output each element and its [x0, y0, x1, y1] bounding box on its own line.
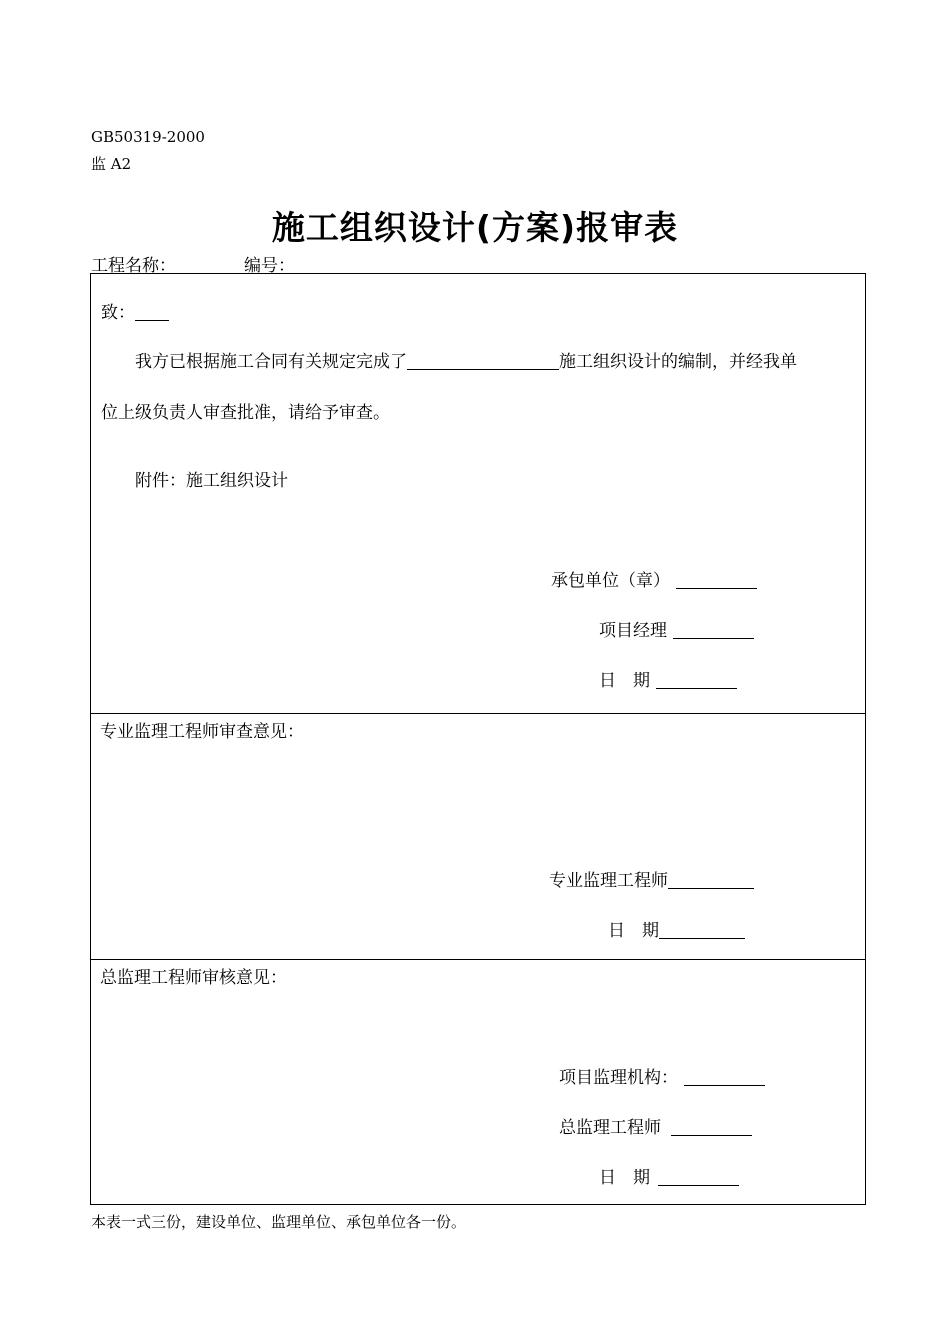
date-line-2 [608, 916, 745, 941]
design-name-blank[interactable] [407, 352, 559, 370]
recipient-blank[interactable] [135, 303, 169, 321]
body-text-part1: 我方已根据施工合同有关规定完成了 [135, 352, 407, 372]
project-manager-line [599, 616, 754, 641]
date-line-3 [599, 1163, 739, 1188]
contractor-label: 承包单位（章） [551, 571, 670, 591]
to-line [101, 298, 169, 323]
chief-review-heading: 总监理工程师审核意见： [100, 968, 287, 988]
to-label: 致： [101, 303, 135, 323]
date-line-1 [599, 666, 737, 691]
date-label-3: 日 期 [599, 1168, 650, 1188]
contractor-line [551, 566, 757, 591]
section-divider-1 [90, 713, 866, 714]
body-text-part2: 施工组织设计的编制，并经我单 [559, 352, 797, 372]
org-label: 项目监理机构： [559, 1068, 678, 1088]
engineer-sign-line [549, 866, 754, 891]
number-label: 编号： [244, 256, 295, 276]
project-manager-label: 项目经理 [599, 621, 667, 641]
date-label-2: 日 期 [608, 921, 659, 941]
chief-blank[interactable] [671, 1118, 752, 1136]
contractor-blank[interactable] [676, 571, 757, 589]
chief-label: 总监理工程师 [559, 1118, 661, 1138]
date-blank-1[interactable] [656, 671, 737, 689]
engineer-label: 专业监理工程师 [549, 871, 668, 891]
engineer-blank[interactable] [668, 871, 754, 889]
org-line [559, 1063, 765, 1088]
standard-code: GB50319-2000 [91, 128, 205, 146]
engineer-review-heading: 专业监理工程师审查意见： [100, 722, 304, 742]
page-title: 施工组织设计(方案)报审表 [271, 208, 679, 247]
footer-note: 本表一式三份，建设单位、监理单位、承包单位各一份。 [91, 1213, 467, 1231]
form-code: 监 A2 [91, 155, 132, 173]
date-blank-3[interactable] [658, 1168, 739, 1186]
project-name-label: 工程名称： [91, 256, 176, 276]
body-line-1 [135, 347, 797, 372]
date-blank-2[interactable] [659, 921, 745, 939]
attachment-text: 附件：施工组织设计 [135, 471, 288, 491]
org-blank[interactable] [684, 1068, 765, 1086]
body-line-2: 位上级负责人审查批准，请给予审查。 [101, 403, 390, 423]
date-label-1: 日 期 [599, 671, 650, 691]
project-manager-blank[interactable] [673, 621, 754, 639]
chief-line [559, 1113, 752, 1138]
section-divider-2 [90, 959, 866, 960]
